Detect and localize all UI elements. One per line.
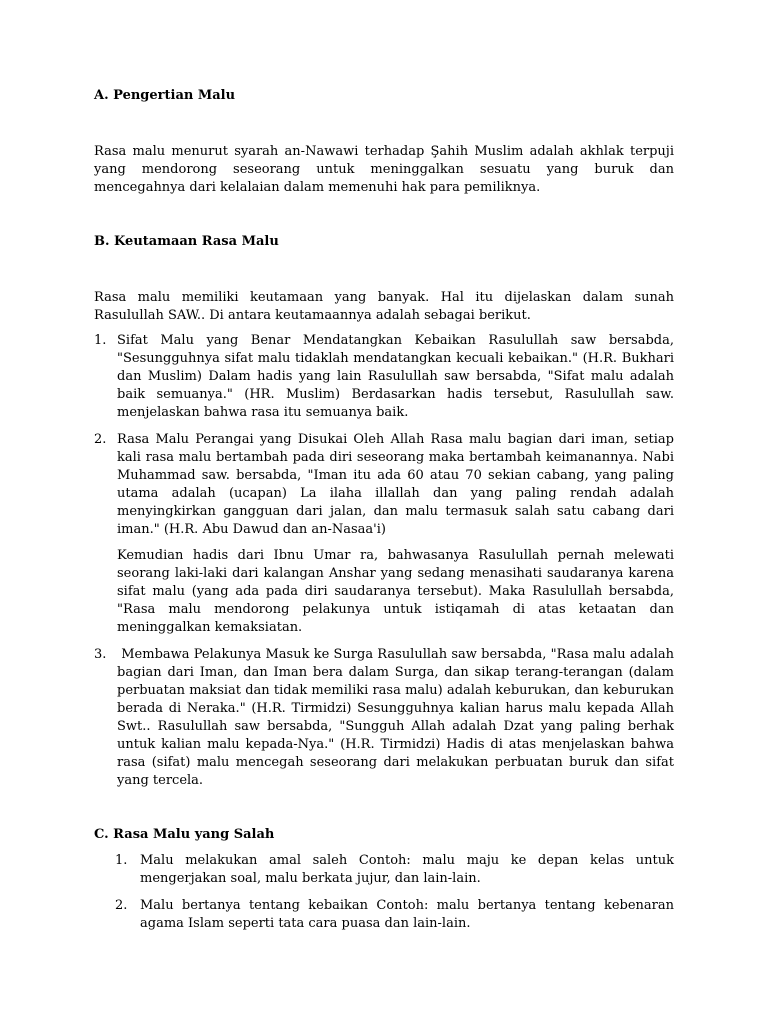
- list-item-text: Rasa Malu Perangai yang Disukai Oleh Allah Rasa malu bagian dari iman, setiap kali rasa malu bertambah pada diri seseorang maka bertambah keimanannya. Nabi Muhammad saw. bersabda, "Iman itu ada 60 atau 70 sekian cabang, yang paling utama adalah (ucapan) La ilaha illallah dan yang paling rendah adalah menyingkirkan gangguan dari jalan, dan malu termasuk salah satu cabang dari iman." (H.R. Abu Dawud dan an-Nasaa'i): [117, 432, 674, 537]
- section-b-list: [94, 332, 679, 790]
- list-number: 3.: [94, 647, 107, 662]
- section-c-list: [94, 852, 674, 933]
- list-number: 1.: [115, 853, 128, 868]
- section-a-heading: A. Pengertian Malu: [94, 88, 236, 103]
- list-item-text: Malu bertanya tentang kebaikan Contoh: malu bertanya tentang kebenaran agama Islam seperti tata cara puasa dan lain-lain.: [140, 898, 674, 931]
- list-number: 2.: [94, 432, 107, 447]
- section-b-intro: Rasa malu memiliki keutamaan yang banyak. Hal itu dijelaskan dalam sunah Rasulullah SAW.. Di antara keutamaannya adalah sebagai berikut.: [94, 290, 674, 323]
- list-item: [94, 431, 674, 637]
- list-number: 1.: [94, 333, 107, 348]
- list-item-subtext: Kemudian hadis dari Ibnu Umar ra, bahwasanya Rasulullah pernah melewati seorang laki-laki dari kalangan Anshar yang sedang menasihati saudaranya karena sifat malu (yang ada pada diri saudaranya tersebut). Maka Rasulullah bersabda, "Rasa malu mendorong pelakunya untuk istiqamah di atas ketaatan dan meninggalkan kemaksiatan.: [117, 548, 674, 635]
- list-item-text: Malu melakukan amal saleh Contoh: malu maju ke depan kelas untuk mengerjakan soal, malu berkata jujur, dan lain-lain.: [140, 853, 674, 886]
- list-item: [94, 332, 674, 422]
- list-item: [94, 852, 674, 888]
- list-item: [94, 897, 674, 933]
- section-a-paragraph: Rasa malu menurut syarah an-Nawawi terhadap Şahih Muslim adalah akhlak terpuji yang mendorong seseorang untuk meninggalkan sesuatu yang buruk dan mencegahnya dari kelalaian dalam memenuhi hak para pemiliknya.: [94, 144, 674, 195]
- list-item-text: Membawa Pelakunya Masuk ke Surga Rasulullah saw bersabda, "Rasa malu adalah bagian dari Iman, dan Iman bera dalam Surga, dan sikap terang-terangan (dalam perbuatan maksiat dan tidak memiliki rasa malu) adalah keburukan, dan keburukan berada di Neraka." (H.R. Tirmidzi) Sesungguhnya kalian harus malu kepada Allah Swt.. Rasulullah saw bersabda, "Sungguh Allah adalah Dzat yang paling berhak untuk kalian malu kepada-Nya." (H.R. Tirmidzi) Hadis di atas menjelaskan bahwa rasa (sifat) malu mencegah seseorang dari melakukan perbuatan buruk dan sifat yang tercela.: [117, 647, 679, 788]
- document-page: [94, 87, 679, 942]
- section-b-heading: B. Keutamaan Rasa Malu: [94, 234, 279, 249]
- section-c-heading: C. Rasa Malu yang Salah: [94, 827, 275, 842]
- list-number: 2.: [115, 898, 128, 913]
- list-item: [94, 646, 679, 790]
- list-item-text: Sifat Malu yang Benar Mendatangkan Kebaikan Rasulullah saw bersabda, "Sesungguhnya sifat malu tidaklah mendatangkan kecuali kebaikan." (H.R. Bukhari dan Muslim) Dalam hadis yang lain Rasulullah saw bersabda, "Sifat malu adalah baik semuanya." (HR. Muslim) Berdasarkan hadis tersebut, Rasulullah saw. menjelaskan bahwa rasa itu semuanya baik.: [117, 333, 674, 420]
